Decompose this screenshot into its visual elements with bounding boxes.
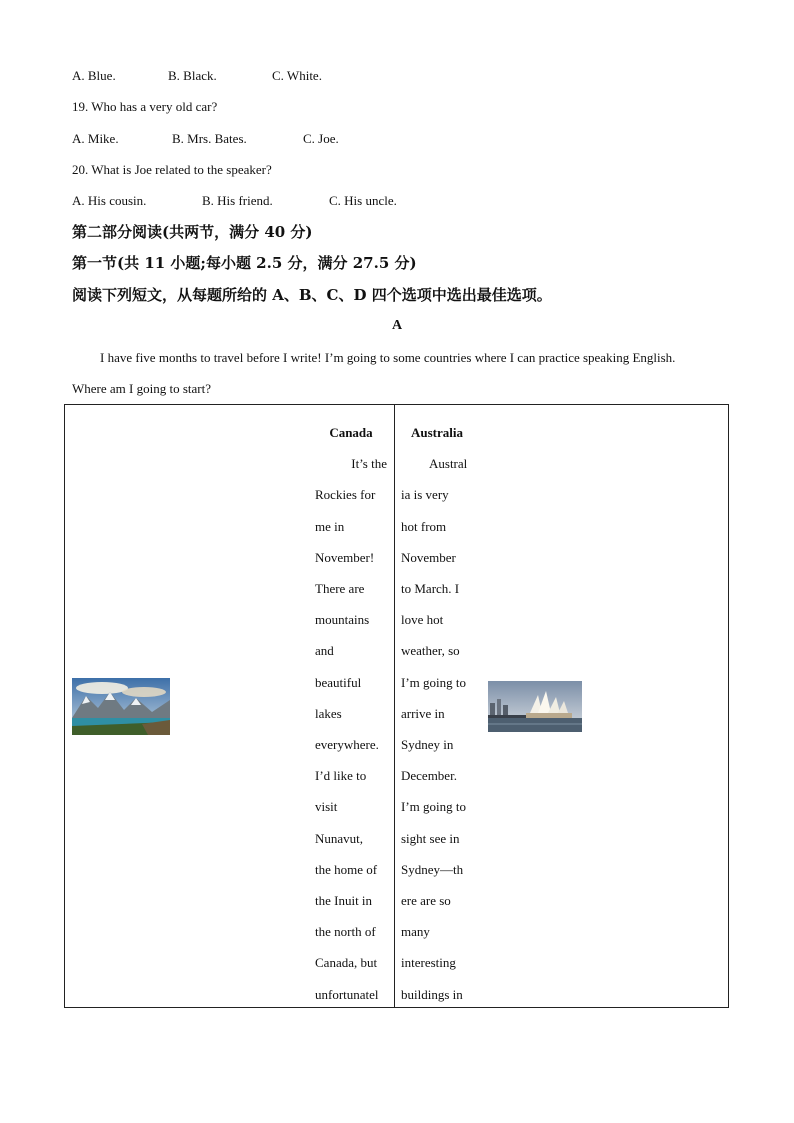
australia-heading: Australia: [411, 425, 463, 440]
australia-text-line: interesting: [401, 955, 456, 971]
canada-text-line: the home of: [315, 861, 378, 877]
column-divider: [394, 405, 395, 1008]
canada-text-line: mountains: [315, 612, 370, 628]
q19-option-b: B. Mrs. Bates.: [172, 131, 247, 146]
part-title: 第二部分阅读(共两节，满分 40 分): [72, 223, 313, 241]
passage-intro: [72, 342, 722, 404]
sub-title: 第一节(共 11 小题;每小题 2.5 分，满分 27.5 分): [72, 254, 417, 272]
intro-line-1: I have five months to travel before I write! I’m going to some countries where I can practice speaking English.: [100, 350, 676, 365]
australia-text-line: many: [401, 924, 430, 940]
canada-text-line: Canada, but: [315, 955, 378, 971]
q19-option-a: A. Mike.: [72, 131, 119, 146]
australia-text-line: I’m going to: [401, 674, 466, 690]
canada-text-line: the north of: [315, 924, 376, 940]
q19-option-c: C. Joe.: [303, 131, 339, 146]
australia-text-line: arrive in: [401, 705, 445, 721]
canada-text-line: everywhere.: [315, 737, 379, 753]
australia-text-line: weather, so: [401, 643, 460, 659]
australia-text-line: buildings in: [401, 986, 463, 1002]
australia-text-line: love hot: [401, 612, 444, 628]
canada-text-line: There are: [315, 581, 365, 597]
canada-text-line: November!: [315, 549, 375, 565]
australia-text-line: November: [401, 549, 456, 565]
australia-text-line: sight see in: [401, 830, 460, 846]
intro-line-2: Where am I going to start?: [72, 381, 211, 396]
canada-text-line: me in: [315, 518, 345, 534]
q18-option-a: A. Blue.: [72, 68, 116, 83]
australia-text-line: ia is very: [401, 487, 449, 503]
australia-text-line: to March. I: [401, 581, 460, 597]
canada-text-line: Nunavut,: [315, 830, 364, 846]
canada-text-line: It’s the: [351, 456, 387, 472]
canada-text-line: I’d like to: [315, 768, 367, 784]
q18-options: [72, 68, 322, 84]
canada-heading: Canada: [329, 425, 373, 440]
canada-text-line: and: [315, 643, 334, 659]
q20-question: 20. What is Joe related to the speaker?: [72, 162, 272, 177]
sydney-opera-house-image: [488, 681, 582, 732]
australia-text-line: ere are so: [401, 893, 451, 909]
q19-question: 19. Who has a very old car?: [72, 99, 218, 114]
destinations-table: [64, 404, 729, 1008]
australia-column: [401, 417, 473, 1010]
australia-text-line: Sydney in: [401, 737, 454, 753]
canada-text-line: Rockies for: [315, 487, 376, 503]
canada-text-line: unfortunatel: [315, 986, 379, 1002]
canada-mountain-image: [72, 678, 170, 735]
australia-text-line: Austral: [429, 456, 468, 472]
q20-option-b: B. His friend.: [202, 193, 273, 208]
q18-option-b: B. Black.: [168, 68, 217, 83]
australia-text-line: December.: [401, 768, 457, 784]
canada-text-line: the Inuit in: [315, 893, 373, 909]
passage-label: A: [391, 318, 403, 333]
q20-option-a: A. His cousin.: [72, 193, 147, 208]
australia-text-line: Sydney—th: [401, 861, 464, 877]
canada-text-line: lakes: [315, 705, 342, 721]
q20-option-c: C. His uncle.: [329, 193, 397, 208]
australia-text-line: I’m going to: [401, 799, 466, 815]
australia-text-line: hot from: [401, 518, 447, 534]
instructions: 阅读下列短文，从每题所给的 A、B、C、D 四个选项中选出最佳选项。: [72, 286, 552, 304]
canada-text-line: visit: [315, 799, 338, 815]
q19-options: [72, 131, 339, 147]
q20-options: [72, 193, 397, 209]
canada-text-line: beautiful: [315, 674, 362, 690]
q18-option-c: C. White.: [272, 68, 322, 83]
canada-column: [315, 417, 387, 1010]
